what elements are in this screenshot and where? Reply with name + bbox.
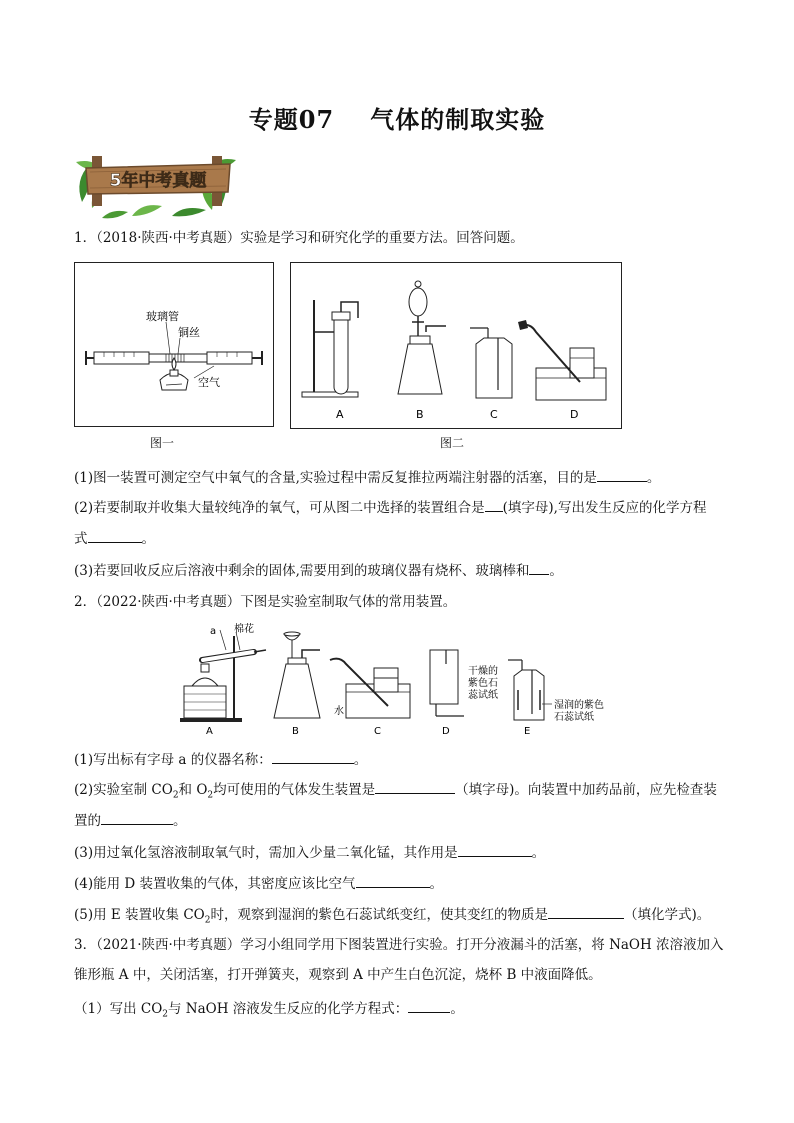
answer-blank bbox=[88, 529, 142, 543]
q2-fig-label-cotton: 棉花 bbox=[234, 624, 254, 635]
fig2-caption: 图二 bbox=[440, 436, 465, 450]
q2-sub4-end: 。 bbox=[429, 876, 444, 892]
q2-sub2-text-5: 置的 bbox=[74, 813, 101, 829]
q1-sub2-text-2: (填字母),写出发生反应的化学方程 bbox=[502, 500, 707, 516]
q1-stem: 1．（2018·陕西·中考真题）实验是学习和研究化学的重要方法。回答问题。 bbox=[74, 230, 524, 246]
q1-sub2-text-3: 式 bbox=[74, 531, 88, 547]
q2-sub2-text: (2)实验室制 CO bbox=[74, 782, 173, 798]
q2-sub3-text: (3)用过氧化氢溶液制取氧气时，需加入少量二氧化锰，其作用是 bbox=[74, 845, 458, 861]
banner-text: 5年中考真题 bbox=[109, 171, 207, 191]
q2-fig-label-d: D bbox=[442, 726, 450, 737]
q3-sub1-text-2: 与 NaOH 溶液发生反应的化学方程式： bbox=[168, 1001, 409, 1017]
answer-blank bbox=[548, 905, 624, 919]
q2-fig-label-b: B bbox=[292, 726, 299, 737]
q1-figure-1 bbox=[74, 262, 274, 428]
q2-sub5-text: (5)用 E 装置收集 CO bbox=[74, 907, 205, 923]
fig1-label-wire: 铜丝 bbox=[178, 326, 200, 339]
q2-fig-label-water: 水 bbox=[334, 706, 344, 717]
q2-fig-label-c: C bbox=[374, 726, 381, 737]
q1-sub2-text: (2)若要制取并收集大量较纯净的氧气，可从图二中选择的装置组合是 bbox=[74, 500, 485, 516]
fig1-label-air: 空气 bbox=[198, 376, 220, 389]
fig2-label-a: A bbox=[336, 408, 344, 421]
subscript: 2 bbox=[162, 1009, 169, 1020]
fig1-label-tube: 玻璃管 bbox=[146, 310, 179, 323]
q2-sub1 bbox=[74, 750, 734, 769]
q1-sub1-end: 。 bbox=[646, 470, 661, 486]
q2-fig-label-a-letter: A bbox=[206, 726, 213, 737]
q1-sub2-end: 。 bbox=[141, 531, 155, 547]
q2-sub4 bbox=[74, 874, 734, 893]
title-topic-number: 专题07 bbox=[248, 105, 335, 134]
q2-sub1-text: (1)写出标有字母 a 的仪器名称： bbox=[74, 752, 272, 768]
q2-sub2 bbox=[74, 780, 734, 805]
subscript: 2 bbox=[172, 790, 179, 801]
answer-blank bbox=[485, 498, 503, 512]
q2-sub2-cont bbox=[74, 811, 734, 830]
q1-sub2 bbox=[74, 498, 734, 517]
q3-sub1 bbox=[74, 999, 734, 1024]
page-title bbox=[0, 100, 794, 135]
answer-blank bbox=[101, 811, 173, 825]
q2-sub5-text-2: 时，观察到湿润的紫色石蕊试纸变红，使其变红的物质是 bbox=[210, 907, 548, 923]
fig2-label-c: C bbox=[490, 408, 498, 421]
q2-fig-label-a: a bbox=[210, 626, 217, 637]
q1-sub2-cont bbox=[74, 529, 734, 548]
subscript: 2 bbox=[204, 915, 211, 926]
q3-sub1-text: （1）写出 CO bbox=[74, 1001, 163, 1017]
q1-sub3 bbox=[74, 561, 734, 580]
q2-stem: 2．（2022·陕西·中考真题）下图是实验室制取气体的常用装置。 bbox=[74, 594, 457, 610]
answer-blank bbox=[408, 999, 450, 1013]
q2-sub4-text: (4)能用 D 装置收集的气体，其密度应该比空气 bbox=[74, 876, 356, 892]
fig2-label-b: B bbox=[416, 408, 424, 421]
q2-fig-wet-1: 湿润的紫色 bbox=[554, 700, 604, 711]
q1-sub1 bbox=[74, 468, 734, 487]
q2-figure bbox=[174, 620, 624, 738]
answer-blank bbox=[458, 843, 532, 857]
q3-stem-line1: 3．（2021·陕西·中考真题）学习小组同学用下图装置进行实验。打开分液漏斗的活塞，将 NaOH 浓溶液加入 bbox=[74, 937, 724, 953]
answer-blank bbox=[529, 561, 549, 575]
exam-banner bbox=[72, 142, 242, 220]
q2-sub2-text-4: （填字母)。向装置中加药品前，应先检查装 bbox=[455, 782, 717, 798]
q2-sub1-end: 。 bbox=[353, 752, 368, 768]
subscript: 2 bbox=[207, 790, 214, 801]
q2-sub3-end: 。 bbox=[531, 845, 546, 861]
q2-fig-dry-2: 紫色石 bbox=[468, 678, 498, 689]
answer-blank bbox=[356, 874, 430, 888]
answer-blank bbox=[272, 750, 354, 764]
q2-sub3 bbox=[74, 843, 734, 862]
q1-figure-2 bbox=[290, 262, 622, 430]
q2-sub5 bbox=[74, 905, 734, 930]
q2-fig-label-e: E bbox=[524, 726, 531, 737]
q1-sub3-text: (3)若要回收反应后溶液中剩余的固体,需要用到的玻璃仪器有烧杯、玻璃棒和 bbox=[74, 563, 530, 579]
q2-fig-dry-3: 蕊试纸 bbox=[468, 690, 498, 701]
q2-sub2-text-3: 均可使用的气体发生装置是 bbox=[213, 782, 376, 798]
q2-fig-dry-1: 干燥的 bbox=[468, 666, 498, 677]
answer-blank bbox=[597, 468, 647, 482]
q1-sub3-end: 。 bbox=[549, 563, 563, 579]
q1-sub1-text: (1)图一装置可测定空气中氧气的含量,实验过程中需反复推拉两端注射器的活塞，目的是 bbox=[74, 470, 597, 486]
q3-stem-line2: 锥形瓶 A 中，关闭活塞，打开弹簧夹，观察到 A 中产生白色沉淀，烧杯 B 中液面降低。 bbox=[74, 967, 602, 983]
q2-fig-wet-2: 石蕊试纸 bbox=[554, 712, 594, 723]
fig2-label-d: D bbox=[570, 408, 579, 421]
q3-sub1-end: 。 bbox=[450, 1001, 464, 1017]
q2-sub5-end: （填化学式)。 bbox=[623, 907, 711, 923]
answer-blank bbox=[375, 780, 455, 794]
title-topic-name: 气体的制取实验 bbox=[370, 105, 546, 134]
q2-sub2-end: 。 bbox=[173, 813, 187, 829]
fig1-caption: 图一 bbox=[150, 436, 175, 450]
q2-sub2-text-2: 和 O bbox=[178, 782, 208, 798]
